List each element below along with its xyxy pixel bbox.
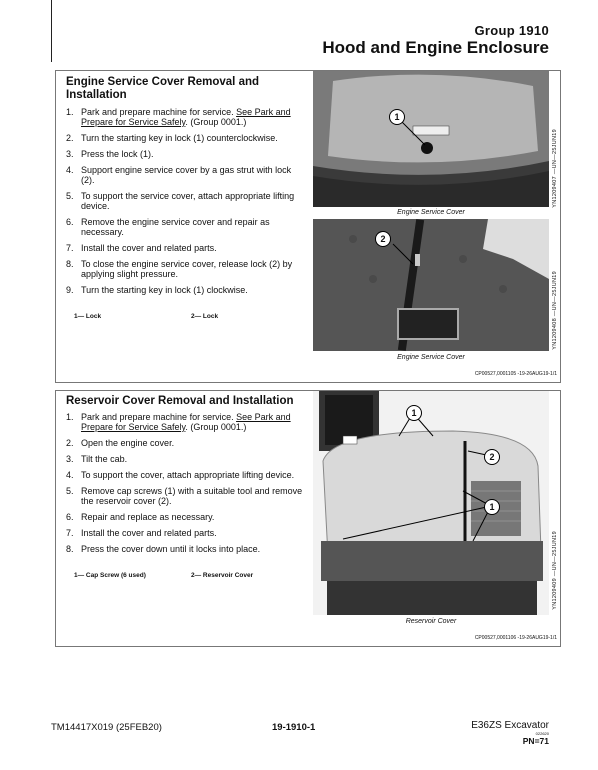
step-number: 3. — [66, 149, 74, 159]
step-number: 1. — [66, 412, 74, 422]
procedure-step — [66, 165, 304, 185]
reservoir-cover-photo — [313, 391, 549, 615]
legend-item: 2— Lock — [191, 313, 219, 320]
procedure-step — [66, 544, 304, 554]
step-text: . (Group 0001.) — [185, 422, 247, 432]
section-heading: Reservoir Cover Removal and Installation — [66, 395, 294, 407]
step-text: Install the cover and related parts. — [81, 243, 217, 253]
step-number: 2. — [66, 133, 74, 143]
pn-number: PN=71 — [522, 736, 549, 746]
step-number: 3. — [66, 454, 74, 464]
procedure-step — [66, 470, 304, 480]
date-code: 022620 — [535, 731, 549, 736]
step-text: To support the cover, attach appropriate lifting device. — [81, 470, 295, 480]
step-number: 5. — [66, 486, 74, 496]
page-title: Hood and Engine Enclosure — [322, 38, 549, 57]
procedure-step — [66, 512, 304, 522]
step-number: 9. — [66, 285, 74, 295]
step-number: 6. — [66, 512, 74, 522]
procedure-step — [66, 149, 304, 159]
callout-2: 2 — [484, 449, 500, 465]
image-caption: Reservoir Cover — [405, 618, 457, 625]
step-text: Park and prepare machine for service. — [81, 412, 237, 422]
step-number: 7. — [66, 528, 74, 538]
image-caption: Engine Service Cover — [397, 354, 465, 361]
step-text: Press the cover down until it locks into place. — [81, 544, 261, 554]
legend-item: 1— Cap Screw (6 used) — [74, 572, 146, 579]
step-number: 7. — [66, 243, 74, 253]
procedure-steps — [66, 412, 304, 560]
step-text: . (Group 0001.) — [185, 117, 247, 127]
step-number: 8. — [66, 259, 74, 269]
callout-1: 1 — [484, 499, 500, 515]
step-text: Park and prepare machine for service. — [81, 107, 237, 117]
procedure-step — [66, 133, 304, 143]
procedure-step — [66, 412, 304, 432]
callout-1: 1 — [406, 405, 422, 421]
procedure-step — [66, 217, 304, 237]
step-text: Remove the engine service cover and repair as necessary. — [81, 217, 270, 237]
reference-code: CP00527,0001106 -19-26AUG19-1/1 — [474, 635, 557, 641]
image-caption: Engine Service Cover — [397, 209, 465, 216]
step-number: 2. — [66, 438, 74, 448]
procedure-step — [66, 259, 304, 279]
procedure-step — [66, 528, 304, 538]
step-number: 4. — [66, 470, 74, 480]
legend-item: 2— Reservoir Cover — [191, 572, 254, 579]
image-code: YN1209408 —UN—25JUN19 — [552, 271, 558, 350]
header-rule — [51, 0, 52, 62]
step-text: Open the engine cover. — [81, 438, 175, 448]
step-number: 6. — [66, 217, 74, 227]
callout-1: 1 — [389, 109, 405, 125]
footer-model — [471, 720, 549, 746]
step-text: To support the service cover, attach appropriate lifting device. — [81, 191, 295, 211]
callout-2: 2 — [375, 231, 391, 247]
step-text: Tilt the cab. — [81, 454, 128, 464]
procedure-step — [66, 486, 304, 506]
image-code: YN1209407 —UN—25JUN19 — [552, 129, 558, 208]
image-code: YN1209409 —UN—25JUN19 — [552, 531, 558, 610]
procedure-step — [66, 243, 304, 253]
step-text: Remove cap screws (1) with a suitable tool and remove the reservoir cover (2). — [81, 486, 303, 506]
procedure-step — [66, 285, 304, 295]
step-text: Press the lock (1). — [81, 149, 154, 159]
step-text: Turn the starting key in lock (1) clockwise. — [81, 285, 248, 295]
manual-id: TM14417X019 (25FEB20) — [51, 722, 162, 733]
procedure-step — [66, 107, 304, 127]
model-name: E36ZS Excavator — [471, 720, 549, 731]
procedure-step — [66, 191, 304, 211]
step-number: 8. — [66, 544, 74, 554]
group-label: Group 1910 — [474, 23, 549, 38]
gas-strut-lock-photo — [313, 219, 549, 351]
step-text: Support engine service cover by a gas strut with lock (2). — [81, 165, 292, 185]
reference-code: CP00527,0001105 -19-26AUG19-1/1 — [474, 371, 557, 377]
cross-reference-link[interactable]: See Park and Prepare for Service Safely — [81, 107, 291, 127]
step-text: To close the engine service cover, release lock (2) by applying slight pressure. — [81, 259, 293, 279]
section-reservoir-cover — [55, 390, 561, 647]
step-text: Install the cover and related parts. — [81, 528, 217, 538]
procedure-step — [66, 438, 304, 448]
step-number: 1. — [66, 107, 74, 117]
procedure-step — [66, 454, 304, 464]
step-text: Turn the starting key in lock (1) counterclockwise. — [81, 133, 278, 143]
cross-reference-link[interactable]: See Park and Prepare for Service Safely — [81, 412, 291, 432]
section-heading: Engine Service Cover Removal and Installation — [66, 76, 260, 101]
page-number: 19-1910-1 — [272, 722, 316, 733]
step-number: 4. — [66, 165, 74, 175]
engine-cover-lock-photo — [313, 71, 549, 207]
step-text: Repair and replace as necessary. — [81, 512, 215, 522]
procedure-steps — [66, 107, 304, 301]
section-engine-service-cover — [55, 70, 561, 383]
step-number: 5. — [66, 191, 74, 201]
legend-item: 1— Lock — [74, 313, 102, 320]
